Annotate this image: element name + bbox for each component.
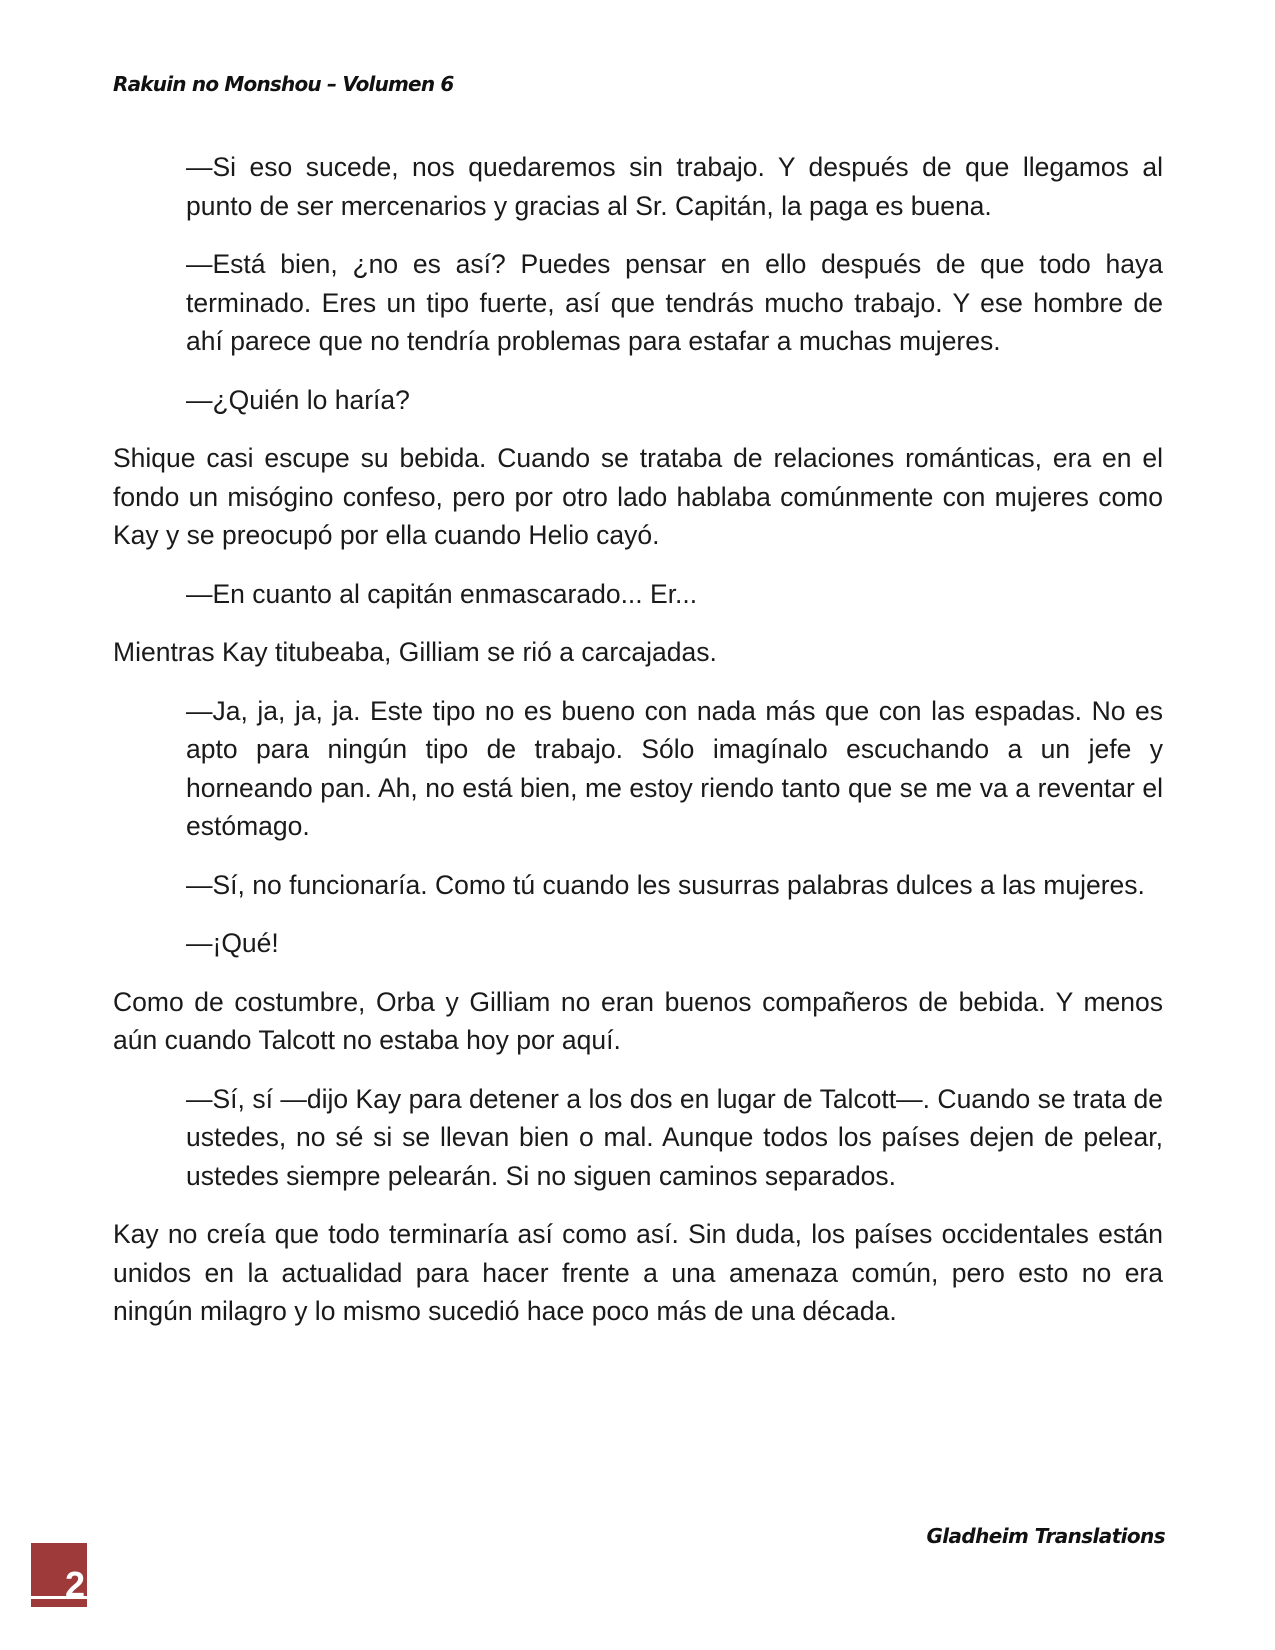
paragraph: —Ja, ja, ja, ja. Este tipo no es bueno con nada más que con las espadas. No es apto para ningún tipo de trabajo. Sólo imagínalo escuchando a un jefe y horneando pan. Ah, no está bien, me estoy riendo tanto que se me va a reventar el estómago. — [186, 695, 1163, 841]
running-header: Rakuin no Monshou – Volumen 6 — [113, 72, 454, 96]
paragraph: —Está bien, ¿no es así? Puedes pensar en ello después de que todo haya terminado. Eres un tipo fuerte, así que tendrás mucho trabajo. Y ese hombre de ahí parece que no tendría problemas para estafar a muchas mujeres. — [186, 249, 1163, 356]
paragraph: —Sí, sí —dijo Kay para detener a los dos en lugar de Talcott—. Cuando se trata de ustedes, no sé si se llevan bien o mal. Aunque todos los países dejen de pelear, ustedes siempre pelearán. Si no siguen caminos separados. — [186, 1083, 1163, 1191]
page-number: 2 — [64, 1564, 85, 1605]
paragraph: —¿Quién lo haría? — [186, 384, 410, 415]
paragraph: —Si eso sucede, nos quedaremos sin trabajo. Y después de que llegamos al punto de ser mercenarios y gracias al Sr. Capitán, la paga es buena. — [186, 152, 1163, 221]
paragraph: Kay no creía que todo terminaría así como así. Sin duda, los países occidentales están unidos en la actualidad para hacer frente a una amenaza común, pero esto no era ningún milagro y lo mismo sucedió hace poco más de una década. — [113, 1219, 1163, 1326]
footer-credit: Gladheim Translations — [926, 1524, 1165, 1548]
paragraph: —En cuanto al capitán enmascarado... Er... — [186, 578, 698, 609]
body-text — [113, 148, 1163, 1351]
paragraph: Mientras Kay titubeaba, Gilliam se rió a carcajadas. — [113, 637, 717, 667]
page-number-box — [31, 1543, 87, 1607]
paragraph: Shique casi escupe su bebida. Cuando se trataba de relaciones románticas, era en el fondo un misógino confeso, pero por otro lado hablaba comúnmente con mujeres como Kay y se preocupó por ella cuando Helio cayó. — [113, 443, 1163, 550]
paragraph: —¡Qué! — [186, 928, 279, 958]
paragraph: —Sí, no funcionaría. Como tú cuando les susurras palabras dulces a las mujeres. — [186, 869, 1145, 900]
paragraph: Como de costumbre, Orba y Gilliam no eran buenos compañeros de bebida. Y menos aún cuando Talcott no estaba hoy por aquí. — [113, 986, 1163, 1055]
